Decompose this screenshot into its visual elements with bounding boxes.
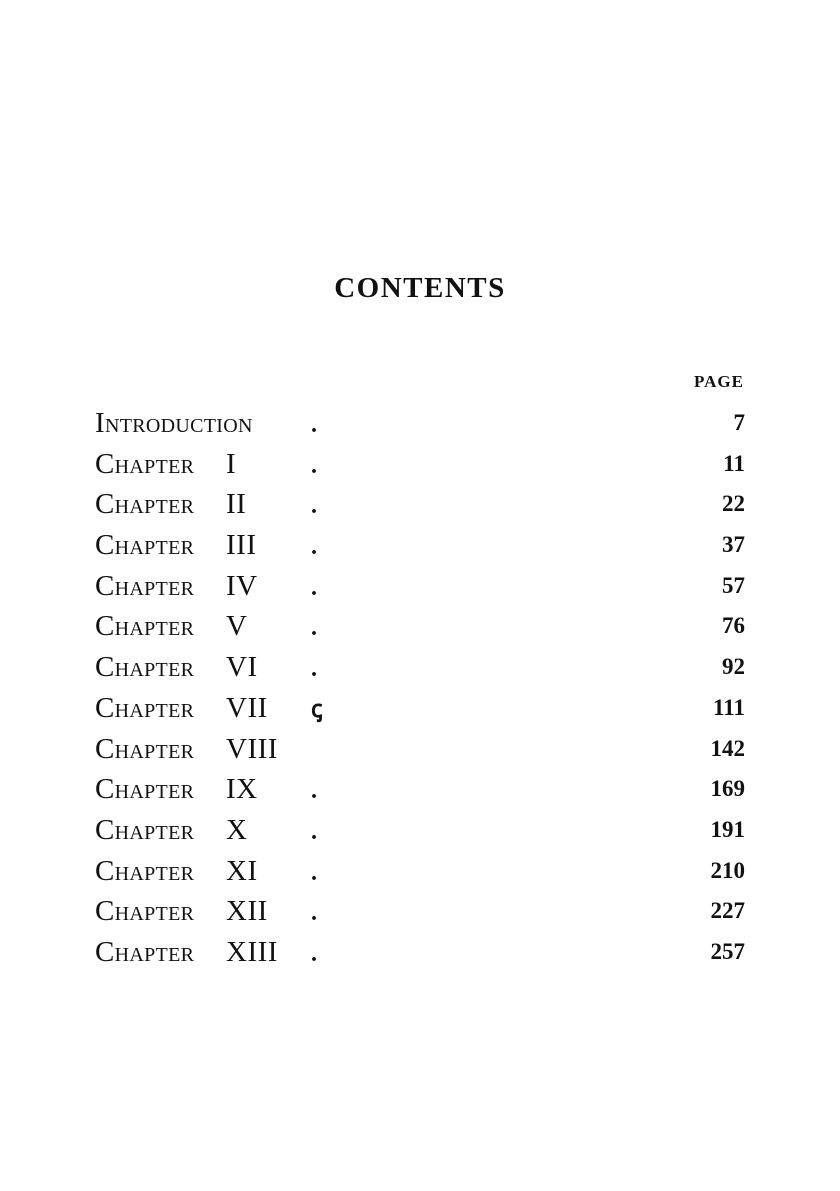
- toc-entry-numeral: I: [226, 447, 237, 480]
- toc-entry-word: Chapter: [95, 529, 195, 562]
- toc-entry-title: [95, 403, 253, 443]
- toc-row: [95, 403, 745, 444]
- toc-entry-title: [95, 932, 278, 972]
- toc-entry-word: Chapter: [95, 935, 195, 968]
- toc-entry-title: [95, 810, 248, 850]
- toc-entry-title: [95, 647, 258, 687]
- toc-entry-numeral: II: [226, 488, 247, 521]
- page-column-label: PAGE: [694, 372, 744, 391]
- toc-row: [95, 444, 745, 485]
- toc-entry-title: [95, 769, 258, 809]
- toc-row: [95, 525, 745, 566]
- toc-row: [95, 891, 745, 932]
- toc-leader: .: [311, 534, 317, 561]
- toc-leader: .: [311, 412, 317, 438]
- toc-page-number: 191: [710, 816, 745, 842]
- toc-entry-word: Chapter: [95, 651, 195, 684]
- toc-entry-word: Chapter: [95, 569, 195, 602]
- toc-page-number: 111: [713, 694, 745, 720]
- toc-entry-word: Chapter: [95, 691, 195, 724]
- toc-entry-numeral: XI: [226, 854, 258, 887]
- toc-entry-word: Chapter: [95, 813, 195, 846]
- toc-entry-numeral: III: [226, 529, 257, 562]
- toc-entry-numeral: VII: [226, 691, 268, 724]
- toc-leader: .: [311, 493, 317, 520]
- toc-row: [95, 688, 745, 729]
- toc-leader: .: [311, 778, 317, 805]
- toc-page-number: 257: [710, 938, 745, 964]
- toc-entry-word: Chapter: [95, 610, 195, 643]
- toc-entry-title: [95, 444, 237, 484]
- toc-entry-title: [95, 891, 268, 931]
- toc-page-number: 76: [722, 613, 745, 639]
- toc-leader: .: [311, 452, 317, 479]
- toc-row: [95, 566, 745, 607]
- toc-page-number: 169: [710, 776, 745, 802]
- toc-entry-word: Chapter: [95, 732, 195, 765]
- toc-row: [95, 851, 745, 892]
- contents-title: CONTENTS: [334, 272, 506, 304]
- toc-entry-title: [95, 729, 278, 769]
- toc-row: [95, 484, 745, 525]
- toc-row: [95, 647, 745, 688]
- toc-entry-numeral: X: [226, 813, 248, 846]
- toc-entry-title: [95, 525, 257, 565]
- toc-page-number: 227: [710, 898, 745, 924]
- toc-page-number: 57: [722, 572, 745, 598]
- toc-page-number: 22: [722, 491, 745, 517]
- toc-row: [95, 769, 745, 810]
- toc-entry-title: [95, 851, 258, 891]
- toc-row: [95, 810, 745, 851]
- toc-entry-numeral: XII: [226, 895, 268, 928]
- toc-page-number: 210: [710, 857, 745, 883]
- toc-row: [95, 729, 745, 770]
- toc-entry-word: Chapter: [95, 773, 195, 806]
- toc-entry-numeral: VI: [226, 651, 258, 684]
- toc-entry-word: Chapter: [95, 854, 195, 887]
- toc-leader: .: [311, 615, 317, 642]
- toc-entry-numeral: XIII: [226, 935, 278, 968]
- toc-leader: .: [311, 900, 317, 927]
- table-of-contents: [95, 403, 745, 973]
- toc-page-number: 142: [710, 735, 745, 761]
- toc-leader: ꞔ: [311, 696, 323, 723]
- toc-entry-word: Introduction: [95, 407, 253, 439]
- toc-entry-numeral: VIII: [226, 732, 278, 765]
- toc-entry-title: [95, 606, 248, 646]
- toc-page-number: 92: [722, 654, 745, 680]
- toc-entry-word: Chapter: [95, 488, 195, 521]
- toc-page-number: 11: [723, 450, 745, 476]
- toc-leader: .: [311, 656, 317, 683]
- toc-row: [95, 932, 745, 973]
- toc-leader: .: [311, 940, 317, 967]
- toc-page-number: 7: [733, 410, 745, 435]
- toc-leader: .: [311, 574, 317, 601]
- toc-entry-title: [95, 688, 268, 728]
- toc-page-number: 37: [722, 532, 745, 558]
- toc-entry-title: [95, 484, 247, 524]
- toc-entry-word: Chapter: [95, 447, 195, 480]
- toc-entry-title: [95, 566, 258, 606]
- toc-leader: .: [311, 818, 317, 845]
- toc-leader: .: [311, 859, 317, 886]
- toc-entry-word: Chapter: [95, 895, 195, 928]
- toc-entry-numeral: IV: [226, 569, 258, 602]
- toc-entry-numeral: V: [226, 610, 248, 643]
- toc-entry-numeral: IX: [226, 773, 258, 806]
- toc-row: [95, 606, 745, 647]
